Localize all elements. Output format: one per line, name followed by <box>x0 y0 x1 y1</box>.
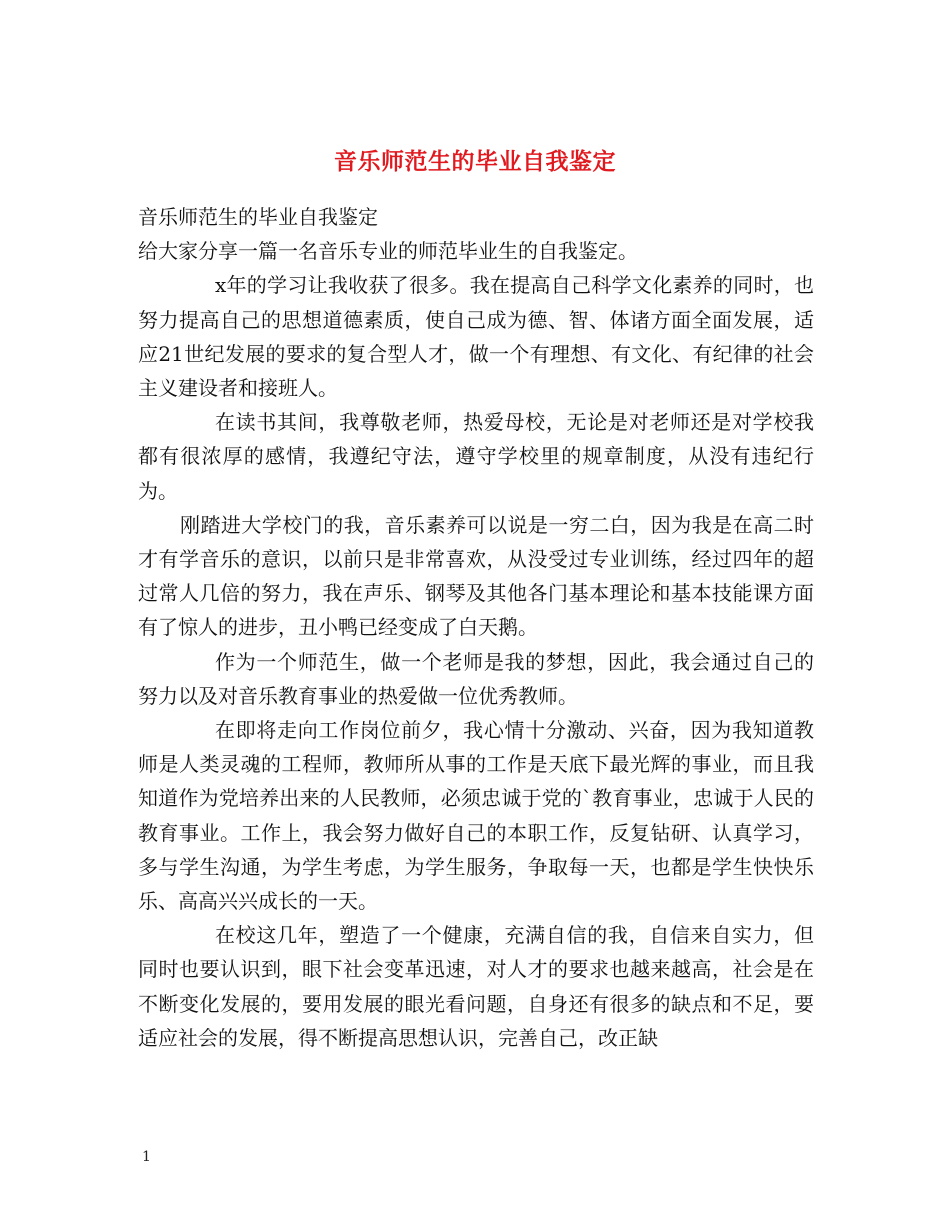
paragraph-conduct: 在读书其间，我尊敬老师，热爱母校，无论是对老师还是对学校我都有很浓厚的感情，我遵纪守法，遵守学校里的规章制度，从没有违纪行为。 <box>138 410 814 503</box>
page-number: 1 <box>142 1149 151 1165</box>
paragraph-subtitle: 音乐师范生的毕业自我鉴定 <box>138 205 378 229</box>
paragraph-intro: 给大家分享一篇一名音乐专业的师范毕业生的自我鉴定。 <box>138 239 638 264</box>
page-title: 音乐师范生的毕业自我鉴定 <box>334 148 616 176</box>
paragraph-career: 在即将走向工作岗位前夕，我心情十分激动、兴奋，因为我知道教师是人类灵魂的工程师，教师所从事的工作是天底下最光辉的事业，而且我知道作为党培养出来的人民教师，必须忠诚于党的`教育事业，忠诚于人民的教育事业。工作上，我会努力做好自己的本职工作，反复钻研、认真学习，多与学生沟通，为学生考虑，为学生服务，争取每一天，也都是学生快快乐乐、高高兴兴成长的一天。 <box>138 718 814 914</box>
paragraph-music-progress: 刚踏进大学校门的我，音乐素养可以说是一穷二白，因为我是在高二时才有学音乐的意识，以前只是非常喜欢，从没受过专业训练，经过四年的超过常人几倍的努力，我在声乐、钢琴及其他各门基本理论和基本技能课方面有了惊人的进步，丑小鸭已经变成了白天鹅。 <box>138 512 814 640</box>
paragraph-study: x年的学习让我收获了很多。我在提高自己科学文化素养的同时，也努力提高自己的思想道德素质，使自己成为德、智、体诸方面全面发展，适应21世纪发展的要求的复合型人才，做一个有理想、有文化、有纪律的社会主义建设者和接班人。 <box>138 273 814 401</box>
paragraph-dream: 作为一个师范生，做一个老师是我的梦想，因此，我会通过自己的努力以及对音乐教育事业的热爱做一位优秀教师。 <box>138 649 814 708</box>
document-body <box>138 200 814 1055</box>
paragraph-self-improvement: 在校这几年，塑造了一个健康，充满自信的我，自信来自实力，但同时也要认识到，眼下社会变革迅速，对人才的要求也越来越高，社会是在不断变化发展的，要用发展的眼光看问题，自身还有很多的缺点和不足，要适应社会的发展，得不断提高思想认识，完善自己，改正缺 <box>138 923 814 1050</box>
